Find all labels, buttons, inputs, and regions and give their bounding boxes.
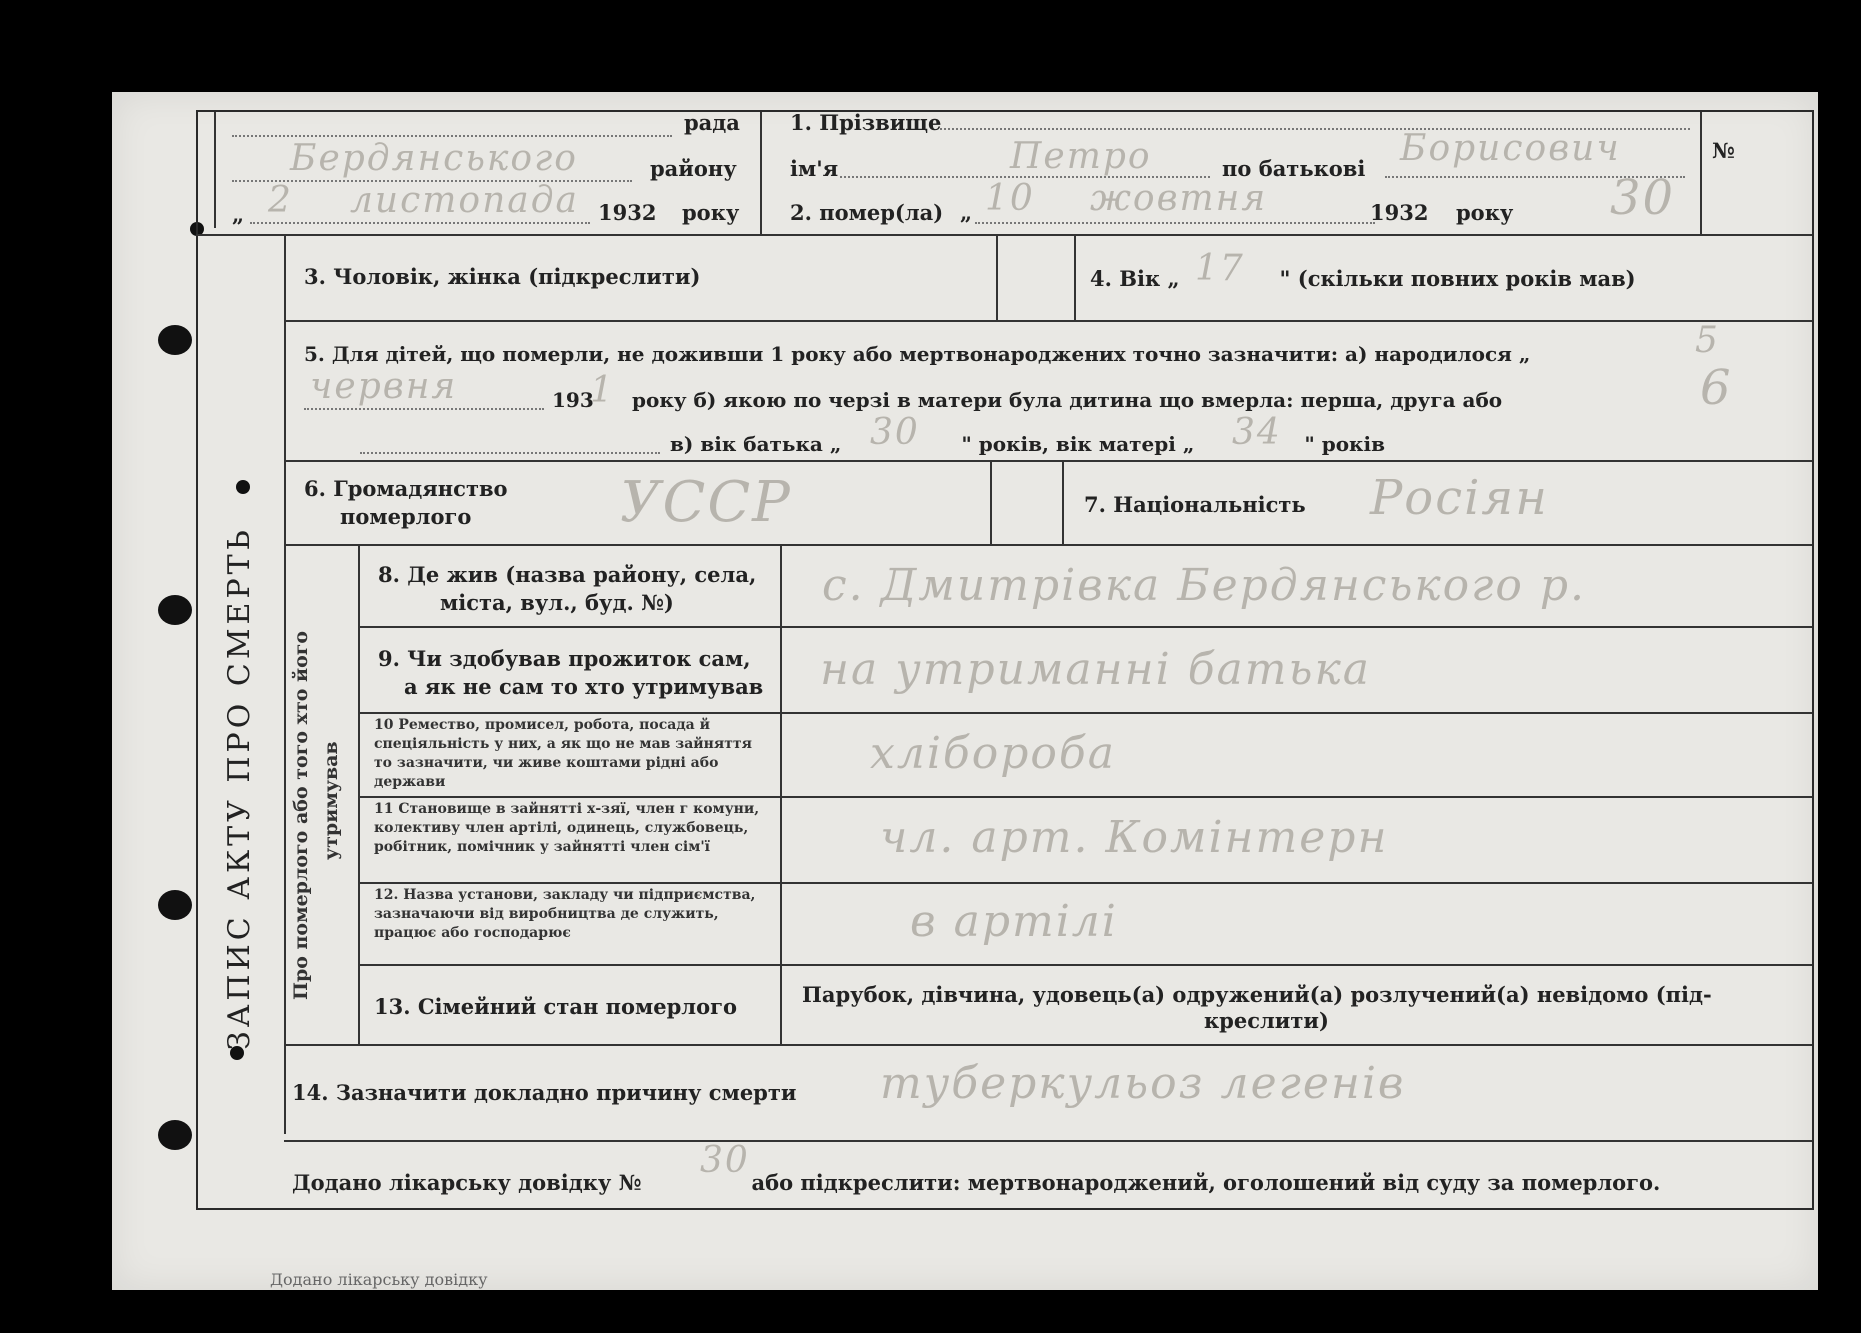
field-9-label-a: 9. Чи здобував прожиток сам,: [378, 646, 751, 671]
row-line: [284, 544, 1812, 546]
row-line: [358, 964, 1812, 966]
dotted-line: [250, 222, 590, 224]
field-5-year: 193: [552, 388, 594, 412]
hw-child-order: 6: [1700, 360, 1733, 416]
hw-born-day: 5: [1695, 320, 1720, 361]
punch-hole: [158, 1120, 192, 1150]
field-12-label: 12. Назва установи, закладу чи підприємства, зазначаючи від виробництва де служить, працює або господарює: [374, 887, 756, 941]
side-title: ЗАПИС АКТУ ПРО СМЕРТЬ: [222, 526, 257, 1050]
hw-death-month: жовтня: [1090, 178, 1268, 219]
row-divider: [1074, 234, 1076, 320]
rada-label: рада: [684, 110, 740, 135]
group-label-b: утримував: [320, 741, 342, 860]
hw-institution: в артілі: [910, 896, 1118, 947]
footer-label: Додано лікарську довідку № або підкреслити: мертвонароджений, оголошений від суду за померлого.: [292, 1170, 1661, 1195]
field-13-options-a: Парубок, дівчина, удовець(а) одружений(а) розлучений(а) невідомо (під-: [802, 982, 1712, 1007]
group-label-a: Про померлого або того хто його: [290, 630, 312, 1000]
field-3-label: 3. Чоловік, жінка (підкреслити): [304, 264, 701, 289]
hw-father-age: 30: [870, 412, 920, 453]
punch-hole: [158, 890, 192, 920]
field-8-label-b: міста, вул., буд. №): [440, 590, 674, 615]
punch-hole: [158, 325, 192, 355]
hw-death-day: 10: [985, 178, 1035, 219]
field-14-label: 14. Зазначити докладно причину смерти: [292, 1080, 797, 1105]
row-line: [358, 626, 1812, 628]
hw-age: 17: [1195, 248, 1245, 289]
name-label: ім'я: [790, 156, 839, 181]
hw-born-year-digit: 1: [590, 370, 615, 411]
dotted-line: [304, 408, 544, 410]
row-line: [284, 320, 1812, 322]
field-5-line3: в) вік батька „ " років, вік матері „ " років: [670, 432, 1385, 456]
dotted-line: [360, 452, 660, 454]
field-5-line1: 5. Для дітей, що померли, не доживши 1 року або мертвонароджених точно зазначити: а) народилося „: [304, 342, 1531, 366]
group-divider: [358, 544, 360, 1044]
hw-patronymic: Борисович: [1400, 128, 1621, 169]
row-line: [358, 796, 1812, 798]
field-11-label: 11 Становище в зайнятті х-зяї, член г комуни, колективу член артілі, одинець, службовець, робітник, помічник у зайнятті член сім'ї: [374, 801, 760, 855]
group-divider: [780, 544, 782, 1044]
dotted-line: [232, 135, 672, 137]
row-line: [284, 460, 1812, 462]
field-6-label-a: 6. Громадянство: [304, 476, 508, 501]
hw-nationality: Росіян: [1370, 470, 1549, 526]
hw-mother-age: 34: [1232, 412, 1282, 453]
year-right: 1932: [1370, 200, 1429, 225]
header-divider: [1700, 112, 1702, 234]
hw-occupation: хлібороба: [870, 728, 1116, 779]
hw-name: Петро: [1010, 136, 1152, 177]
field-4-label: 4. Вік „ " (скільки повних років мав): [1090, 266, 1636, 291]
punch-hole: [158, 595, 192, 625]
dotted-line: [975, 222, 1375, 224]
surname-label: 1. Прізвище: [790, 110, 942, 135]
hw-livelihood: на утриманні батька: [820, 644, 1371, 695]
roku-right: року: [1456, 200, 1514, 225]
row-line: [358, 882, 1812, 884]
field-9-label-b: а як не сам то хто утримував: [404, 674, 764, 699]
hw-rayon: Бердянського: [290, 138, 578, 179]
hw-certificate-no: 30: [700, 1140, 750, 1181]
hw-residence: с. Дмитрівка Бердянського р.: [822, 560, 1587, 611]
hw-cause: туберкульоз легенів: [880, 1058, 1406, 1109]
hw-reg-day: 2: [268, 180, 293, 221]
roku-left: року: [682, 200, 740, 225]
header-divider: [214, 112, 216, 228]
hw-born-month: червня: [310, 366, 458, 407]
field-8-label-a: 8. Де жив (назва району, села,: [378, 562, 757, 587]
row-line: [358, 712, 1812, 714]
hw-citizenship: УССР: [620, 470, 792, 535]
row-line: [284, 1140, 1812, 1142]
rayonu-label: району: [650, 156, 737, 181]
died-quote: „: [960, 200, 973, 225]
died-label: 2. помер(ла): [790, 200, 944, 225]
patronymic-label: по батькові: [1222, 156, 1366, 181]
field-6-label-b: померлого: [340, 504, 472, 529]
header-bottom-line: [196, 234, 1812, 236]
hw-reg-month: листопада: [350, 180, 580, 221]
main-left-border: [284, 234, 286, 1134]
number-label: №: [1712, 138, 1735, 163]
header-divider: [760, 112, 762, 234]
hw-employment: чл. арт. Комінтерн: [880, 812, 1389, 863]
hw-number: 30: [1610, 170, 1676, 226]
bleed-through-text: Додано лікарську довідку: [270, 1270, 488, 1289]
field-13-options-b: креслити): [1204, 1008, 1329, 1033]
year-left: 1932: [598, 200, 657, 225]
row-divider: [996, 234, 998, 320]
field-10-label: 10 Ремество, промисел, робота, посада й спеціяльність у них, а як що не мав зайняття то зазначити, чи живе коштами рідні або держави: [374, 717, 752, 790]
row-line: [284, 1044, 1812, 1046]
field-13-label: 13. Сімейний стан померлого: [374, 994, 737, 1019]
field-5-line2: року б) якою по черзі в матери була дитина що вмерла: перша, друга або: [632, 388, 1503, 412]
reg-date-quote: „: [232, 202, 245, 227]
field-7-label: 7. Національність: [1084, 492, 1306, 517]
row-divider: [990, 460, 992, 544]
row-divider: [1062, 460, 1064, 544]
